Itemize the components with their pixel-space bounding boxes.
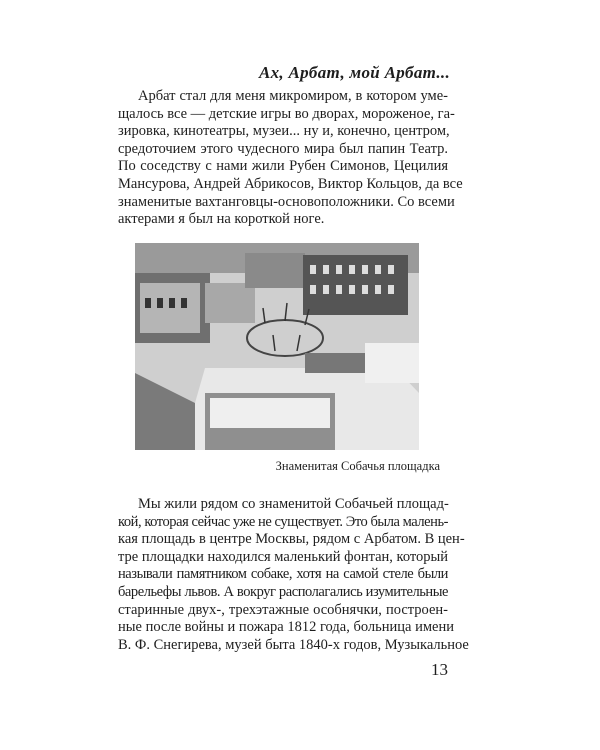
text-line: барельефы львов. А вокруг располагались изумительные <box>118 583 448 600</box>
text-line: Мансурова, Андрей Абрикосов, Виктор Кольцов, да все <box>118 175 463 192</box>
text-line: ные после войны и пожара 1812 года, больница имени <box>118 619 454 636</box>
text-line: щалось все — детские игры во дворах, мороженое, га- <box>118 105 455 122</box>
text-line: Мы жили рядом со знаменитой Собачьей площад- <box>138 496 449 512</box>
text-line: В. Ф. Снегирева, музей быта 1840-х годов, Музыкальное <box>118 636 469 653</box>
paragraph-1 <box>118 88 463 229</box>
text-line: называли памятником собаке, хотя на самой стеле были <box>118 566 448 583</box>
paragraph-2 <box>118 496 469 654</box>
photo-caption: Знаменитая Собачья площадка <box>275 459 440 473</box>
page-number: 13 <box>431 660 448 679</box>
text-line: знаменитые вахтанговцы-основоположники. Со всеми <box>118 193 455 210</box>
text-line: средоточием этого чудесного мира был папин Театр. <box>118 140 448 157</box>
text-line: актерами я был на короткой ноге. <box>118 211 325 228</box>
running-header: Ах, Арбат, мой Арбат... <box>258 63 450 82</box>
text-line: зировка, кинотеатры, музеи... ну и, конечно, центром, <box>118 123 450 140</box>
text-line: кая площадь в центре Москвы, рядом с Арбатом. В цен- <box>118 531 465 548</box>
text-line: старинные двух-, трехэтажные особнячки, построен- <box>118 601 448 618</box>
historical-photo <box>135 243 419 450</box>
text-line: По соседству с нами жили Рубен Симонов, Цецилия <box>118 158 448 175</box>
text-line: тре площадки находился маленький фонтан, который <box>118 548 449 565</box>
text-line: Арбат стал для меня микромиром, в котором уме- <box>138 88 448 104</box>
text-line: кой, которая сейчас уже не существует. Это была малень- <box>118 513 449 530</box>
